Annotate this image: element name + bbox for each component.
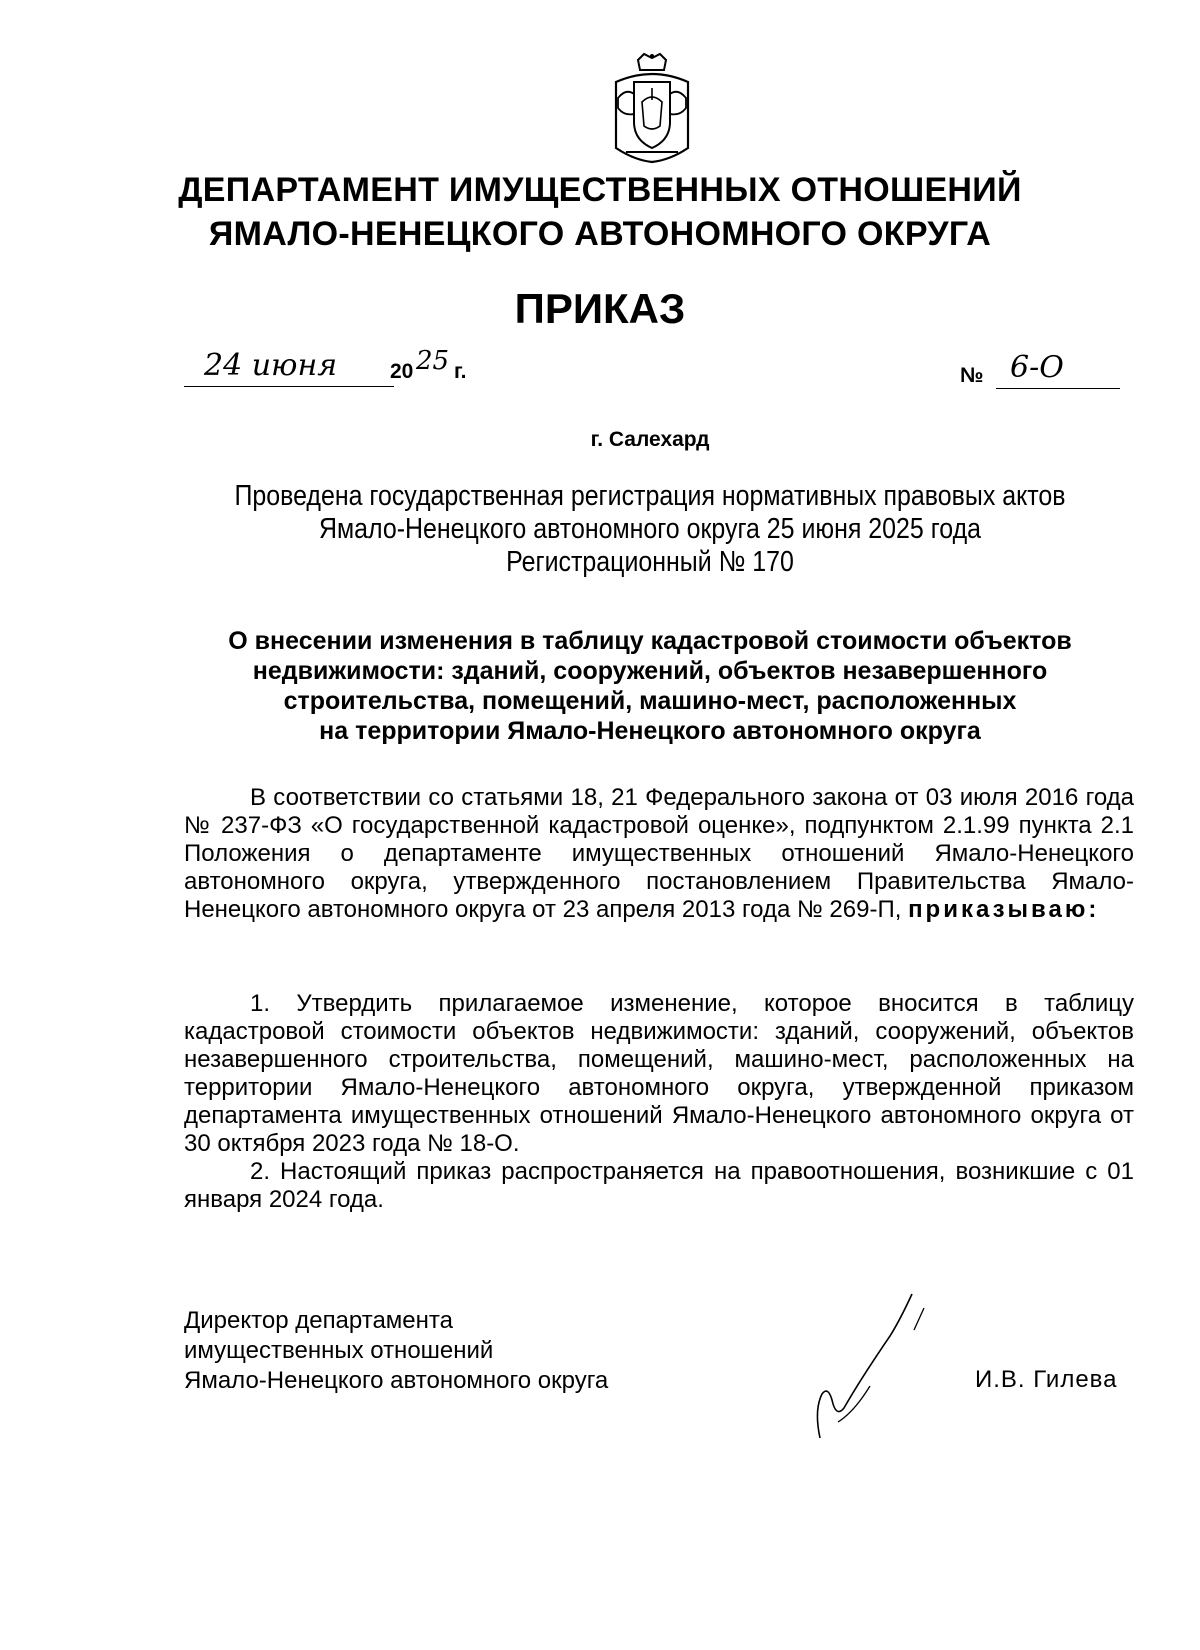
order-number-value: 6-О bbox=[1010, 350, 1064, 385]
preamble-text: В соответствии со статьями 18, 21 Федерального закона от 03 июля 2016 года № 237-ФЗ «О государственной кадастровой оценке», подпунктом 2.1.99 пункта 2.1 Положения о департаменте имущественных отношений Ямало-Ненецкого автономного округа, утвержденного постановлением Правительства Ямало-Ненецкого автономного округа от 23 апреля 2013 года № 269-П, bbox=[184, 784, 1134, 923]
subject-line2: недвижимости: зданий, сооружений, объектов незавершенного bbox=[252, 657, 1048, 685]
order-subject bbox=[150, 626, 1150, 746]
position-line1: Директор департамента bbox=[184, 1307, 453, 1334]
registration-line3: Регистрационный № 170 bbox=[506, 546, 794, 578]
order-number-sign: № bbox=[960, 364, 984, 387]
department-title bbox=[0, 168, 1200, 256]
subject-line3: строительства, помещений, машино-мест, расположенных bbox=[283, 687, 1017, 715]
subject-line4: на территории Ямало-Ненецкого автономного округа bbox=[319, 717, 981, 745]
order-item-1: 1. Утвердить прилагаемое изменение, которое вносится в таблицу кадастровой стоимости объектов недвижимости: зданий, сооружений, объектов незавершенного строительства, помещений, машино-мест, расположенных на территории Ямало-Ненецкого автономного округа, утвержденной приказом департамента имущественных отношений Ямало-Ненецкого автономного округа от 30 октября 2023 года № 18-О. bbox=[184, 990, 1134, 1157]
registration-line1: Проведена государственная регистрация нормативных правовых актов bbox=[234, 480, 1066, 512]
order-date bbox=[184, 346, 474, 390]
order-date-year-suffix: г. bbox=[454, 360, 467, 383]
document-type: ПРИКАЗ bbox=[514, 285, 686, 332]
preamble-paragraph bbox=[184, 784, 1134, 924]
city: г. Салехард bbox=[590, 428, 710, 451]
coat-of-arms-emblem bbox=[610, 52, 694, 164]
department-title-line1: ДЕПАРТАМЕНТ ИМУЩЕСТВЕННЫХ ОТНОШЕНИЙ bbox=[178, 171, 1022, 209]
position-line3: Ямало-Ненецкого автономного округа bbox=[184, 1367, 609, 1394]
order-date-year-handwritten: 25 bbox=[416, 346, 450, 376]
registration-note bbox=[220, 480, 1080, 579]
handwritten-signature bbox=[800, 1290, 960, 1440]
order-date-day-month: 24 июня bbox=[204, 348, 338, 383]
signer-name: И.В. Гилева bbox=[975, 1366, 1118, 1393]
department-title-line2: ЯМАЛО-НЕНЕЦКОГО АВТОНОМНОГО ОКРУГА bbox=[208, 215, 992, 253]
order-items bbox=[184, 990, 1134, 1214]
order-item-2: 2. Настоящий приказ распространяется на правоотношения, возникшие с 01 января 2024 года. bbox=[184, 1158, 1134, 1213]
registration-line2: Ямало-Ненецкого автономного округа 25 июня 2025 года bbox=[318, 513, 982, 545]
position-line2: имущественных отношений bbox=[184, 1337, 494, 1364]
order-number bbox=[960, 350, 1120, 390]
subject-line1: О внесении изменения в таблицу кадастровой стоимости объектов bbox=[228, 627, 1072, 655]
number-underline bbox=[996, 388, 1120, 389]
signatory-position bbox=[184, 1306, 608, 1396]
date-underline bbox=[184, 386, 394, 387]
order-date-year-prefix: 20 bbox=[390, 360, 414, 383]
order-word: приказываю: bbox=[908, 896, 1100, 923]
